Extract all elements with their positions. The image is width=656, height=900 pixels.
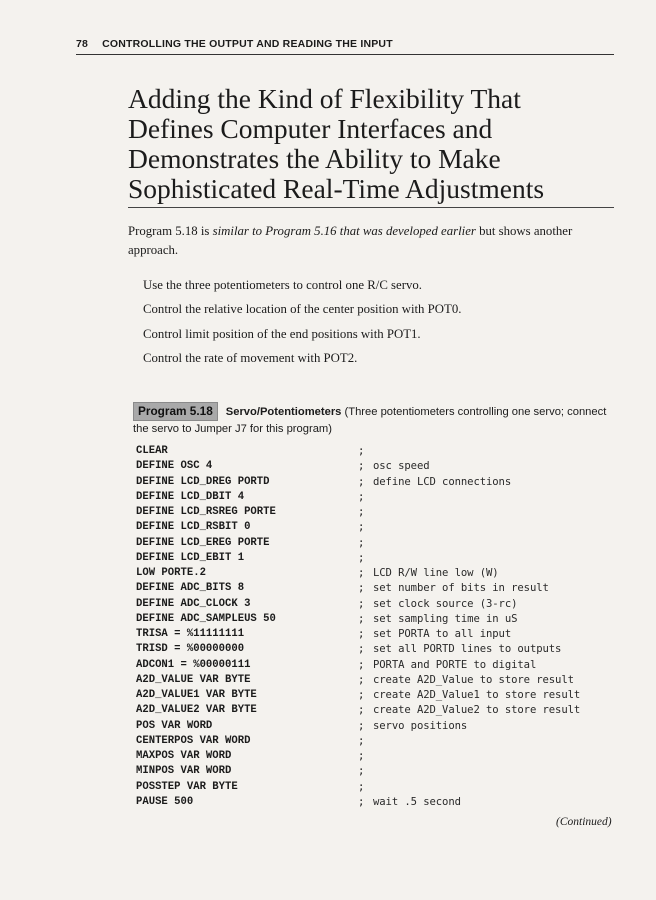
code-line [136, 642, 626, 657]
code-comment: PORTA and PORTE to digital [373, 658, 537, 671]
code-statement: DEFINE OSC 4 [136, 460, 213, 473]
code-comment: LCD R/W line low (W) [373, 567, 499, 579]
code-statement: DEFINE LCD_RSREG PORTE [136, 506, 276, 518]
code-line [136, 475, 626, 490]
code-listing [136, 444, 626, 810]
intro-paragraph [128, 222, 618, 260]
code-comment: set number of bits in result [373, 582, 549, 595]
code-statement: TRISA = %11111111 [136, 628, 245, 640]
code-comment: create A2D_Value1 to store result [373, 689, 581, 701]
code-line [136, 551, 626, 566]
code-comment: wait .5 second [373, 795, 461, 808]
code-statement: LOW PORTE.2 [136, 567, 206, 579]
comment-marker: ; [358, 521, 365, 534]
code-line [136, 780, 626, 795]
code-line [136, 627, 626, 642]
code-statement: A2D_VALUE VAR BYTE [136, 673, 251, 686]
code-line [136, 719, 626, 734]
code-statement: CLEAR [136, 445, 168, 457]
program-description: (Three potentiometers controlling one servo; connect the servo to Jumper J7 for this program) [133, 406, 607, 435]
comment-marker: ; [358, 506, 365, 518]
comment-marker: ; [358, 597, 365, 610]
code-line [136, 566, 626, 581]
code-statement: DEFINE LCD_RSBIT 0 [136, 521, 251, 534]
program-tag: Program 5.18 [133, 402, 218, 421]
code-statement: DEFINE ADC_SAMPLEUS 50 [136, 612, 276, 625]
code-line [136, 688, 626, 703]
comment-marker: ; [358, 445, 365, 457]
comment-marker: ; [358, 551, 365, 564]
comment-marker: ; [358, 460, 365, 473]
objective-item: Use the three potentiometers to control one R/C servo. [143, 278, 422, 292]
running-header [76, 38, 614, 55]
code-statement: TRISD = %00000000 [136, 643, 245, 656]
code-comment: set PORTA to all input [373, 628, 512, 640]
chapter-title: CONTROLLING THE OUTPUT AND READING THE INPUT [102, 38, 393, 50]
section-title-line: Demonstrates the Ability to Make [128, 143, 501, 174]
code-line [136, 490, 626, 505]
code-line [136, 749, 626, 764]
intro-text: Program 5.18 is [128, 224, 213, 238]
comment-marker: ; [358, 673, 365, 686]
page-number: 78 [76, 38, 89, 50]
code-line [136, 581, 626, 596]
comment-marker: ; [358, 475, 365, 488]
code-line [136, 703, 626, 718]
code-statement: POS VAR WORD [136, 719, 213, 732]
code-line [136, 597, 626, 612]
code-comment: create A2D_Value2 to store result [373, 704, 581, 717]
code-line [136, 444, 626, 459]
code-line [136, 734, 626, 749]
code-statement: DEFINE LCD_DBIT 4 [136, 490, 245, 503]
comment-marker: ; [358, 567, 365, 579]
comment-marker: ; [358, 734, 365, 747]
section-title [128, 84, 618, 204]
section-title-line: Defines Computer Interfaces and [128, 113, 493, 144]
objective-item: Control the rate of movement with POT2. [143, 350, 358, 365]
comment-marker: ; [358, 490, 365, 503]
code-comment: osc speed [373, 460, 430, 473]
code-line [136, 459, 626, 474]
title-underline [128, 207, 614, 208]
code-comment: set all PORTD lines to outputs [373, 643, 562, 656]
code-statement: DEFINE LCD_EREG PORTE [136, 536, 270, 549]
code-statement: DEFINE ADC_CLOCK 3 [136, 597, 251, 610]
section-title-line: Sophisticated Real-Time Adjustments [128, 173, 545, 204]
code-statement: MINPOS VAR WORD [136, 765, 232, 778]
code-statement: DEFINE ADC_BITS 8 [136, 582, 245, 595]
code-line [136, 505, 626, 520]
code-statement: MAXPOS VAR WORD [136, 750, 232, 762]
code-comment: set sampling time in uS [373, 612, 518, 625]
comment-marker: ; [358, 628, 365, 640]
objective-item: Control limit position of the end positions with POT1. [143, 326, 421, 341]
comment-marker: ; [358, 780, 365, 793]
code-line [136, 764, 626, 779]
code-statement: A2D_VALUE2 VAR BYTE [136, 704, 257, 717]
comment-marker: ; [358, 719, 365, 732]
comment-marker: ; [358, 750, 365, 762]
section-title-line: Adding the Kind of Flexibility That [128, 83, 521, 114]
comment-marker: ; [358, 704, 365, 717]
code-line [136, 658, 626, 673]
code-line [136, 536, 626, 551]
code-comment: set clock source (3-rc) [373, 597, 518, 610]
code-statement: PAUSE 500 [136, 795, 194, 808]
objectives-list [143, 276, 613, 373]
code-line [136, 520, 626, 535]
program-title: Servo/Potentiometers [225, 406, 342, 418]
code-statement: DEFINE LCD_DREG PORTD [136, 475, 270, 488]
code-line [136, 795, 626, 810]
comment-marker: ; [358, 658, 365, 671]
program-caption [133, 402, 623, 438]
code-statement: A2D_VALUE1 VAR BYTE [136, 689, 257, 701]
code-line [136, 612, 626, 627]
intro-text-end: but shows another approach. [128, 224, 573, 257]
comment-marker: ; [358, 612, 365, 625]
code-comment: create A2D_Value to store result [373, 673, 574, 686]
code-line [136, 673, 626, 688]
code-statement: CENTERPOS VAR WORD [136, 734, 251, 747]
code-comment: define LCD connections [373, 475, 512, 488]
comment-marker: ; [358, 765, 365, 778]
code-statement: DEFINE LCD_EBIT 1 [136, 551, 245, 564]
comment-marker: ; [358, 536, 365, 549]
continued-note: (Continued) [556, 816, 612, 828]
comment-marker: ; [358, 582, 365, 595]
comment-marker: ; [358, 643, 365, 656]
comment-marker: ; [358, 795, 365, 808]
code-comment: servo positions [373, 719, 468, 732]
intro-italic-text: similar to Program 5.16 that was developed earlier [212, 224, 476, 238]
code-statement: POSSTEP VAR BYTE [136, 780, 238, 793]
comment-marker: ; [358, 689, 365, 701]
code-statement: ADCON1 = %00000111 [136, 658, 251, 671]
objective-item: Control the relative location of the center position with POT0. [143, 302, 462, 317]
